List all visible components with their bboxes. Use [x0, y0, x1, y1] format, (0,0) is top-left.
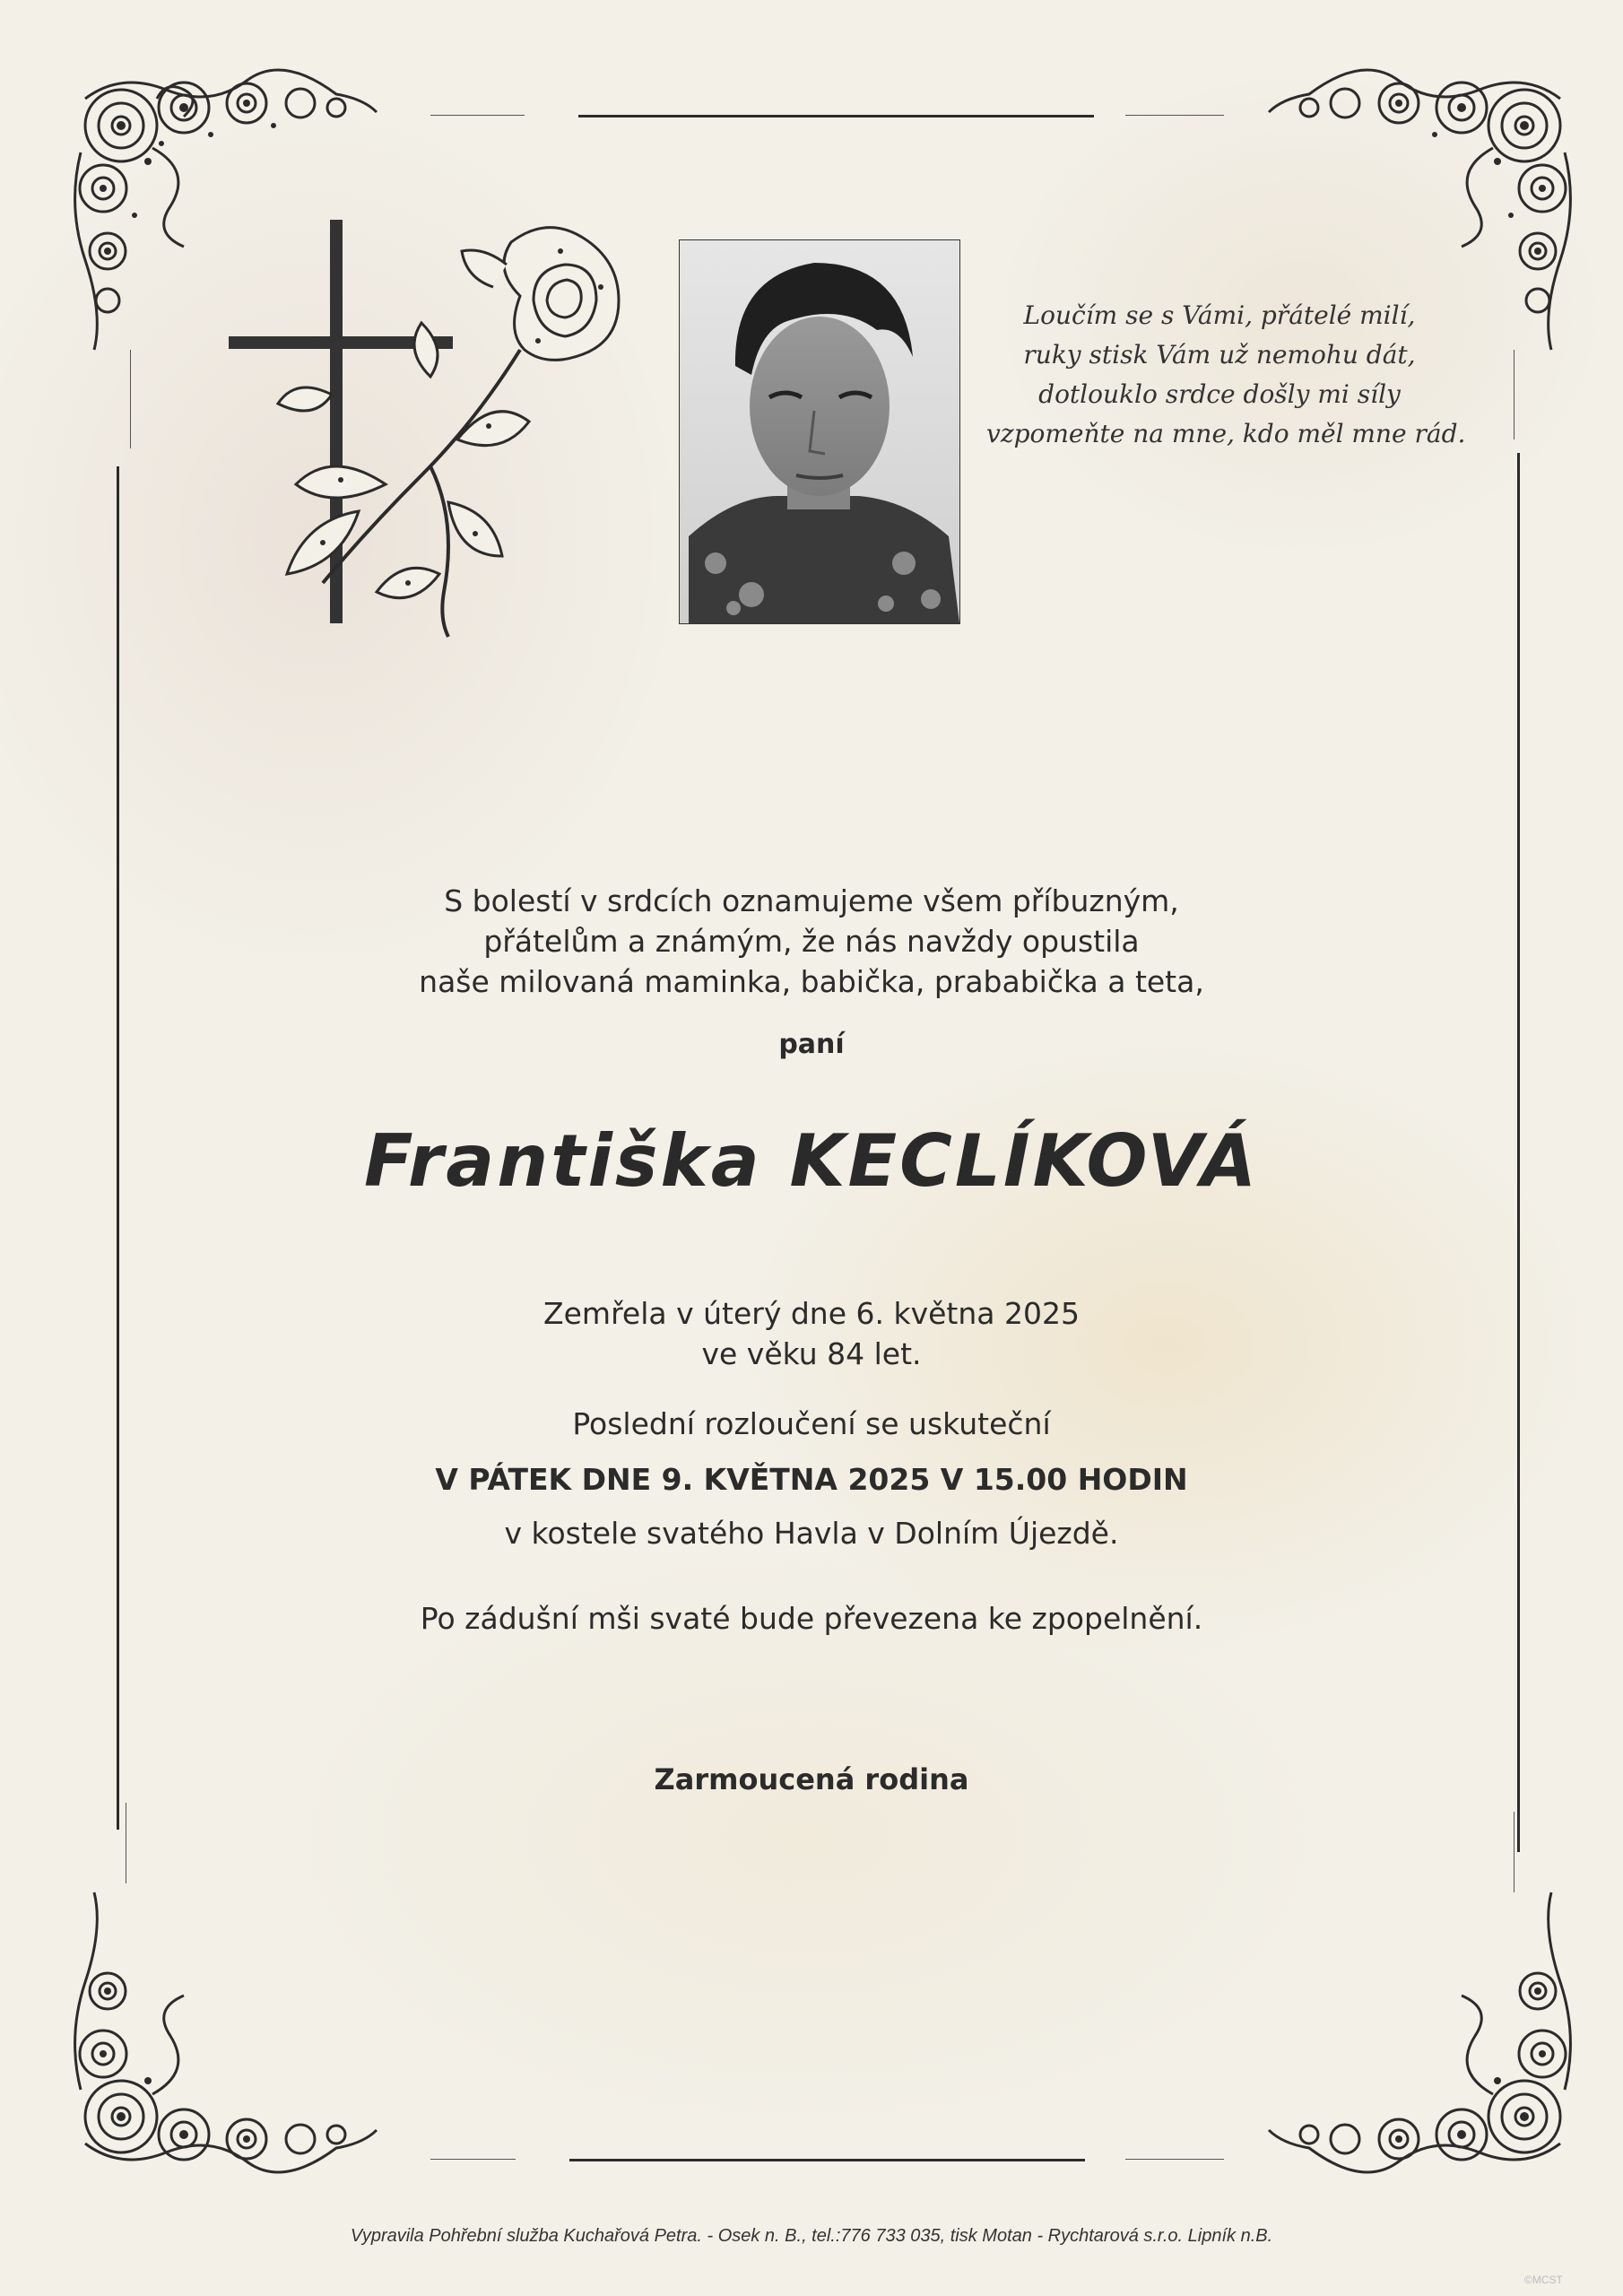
- poem-line: vzpomeňte na mne, kdo měl mne rád.: [986, 419, 1466, 448]
- watermark: ©MCST: [1524, 2274, 1563, 2286]
- funeral-datetime: V PÁTEK DNE 9. KVĚTNA 2025 V 15.00 HODIN: [435, 1462, 1188, 1497]
- deceased-name: Františka KECLÍKOVÁ: [363, 1119, 1260, 1203]
- announcement-line: S bolestí v srdcích oznamujeme všem příbuzným,: [444, 883, 1179, 918]
- poem-line: ruky stisk Vám už nemohu dát,: [1023, 340, 1416, 370]
- cremation-note: Po zádušní mši svaté bude převezena ke zpopelnění.: [420, 1601, 1203, 1636]
- honorific: paní: [778, 1029, 845, 1060]
- death-date: Zemřela v úterý dne 6. května 2025: [543, 1296, 1080, 1331]
- family-signature: Zarmoucená rodina: [654, 1762, 969, 1796]
- farewell-poem: [986, 296, 1466, 454]
- portrait-photo: [679, 239, 960, 624]
- ornament-bottom-left-icon: [67, 1874, 444, 2179]
- announcement-line: přátelům a známým, že nás navždy opustila: [483, 924, 1140, 959]
- funeral-intro: Poslední rozloučení se uskuteční: [572, 1406, 1051, 1441]
- funeral-service-credit: Vypravila Pohřební služba Kuchařová Petra. - Osek n. B., tel.:776 733 035, tisk Motan - Rychtarová s.r.o. Lipník n.B.: [350, 2226, 1273, 2246]
- cross-with-rose-icon: [224, 215, 637, 646]
- funeral-location: v kostele svatého Havla v Dolním Újezdě.: [504, 1516, 1119, 1551]
- top-divider: [578, 115, 1094, 117]
- poem-line: dotlouklo srdce došly mi síly: [1038, 379, 1401, 409]
- portrait-image-icon: [680, 240, 959, 623]
- top-left-thread: [430, 115, 525, 116]
- poem-line: Loučím se s Vámi, přátelé milí,: [1023, 300, 1416, 330]
- bottom-divider: [569, 2159, 1085, 2161]
- age-at-death: ve věku 84 let.: [701, 1336, 922, 1371]
- announcement-line: naše milovaná maminka, babička, prababička a teta,: [419, 964, 1204, 999]
- ornament-bottom-right-icon: [1202, 1874, 1578, 2179]
